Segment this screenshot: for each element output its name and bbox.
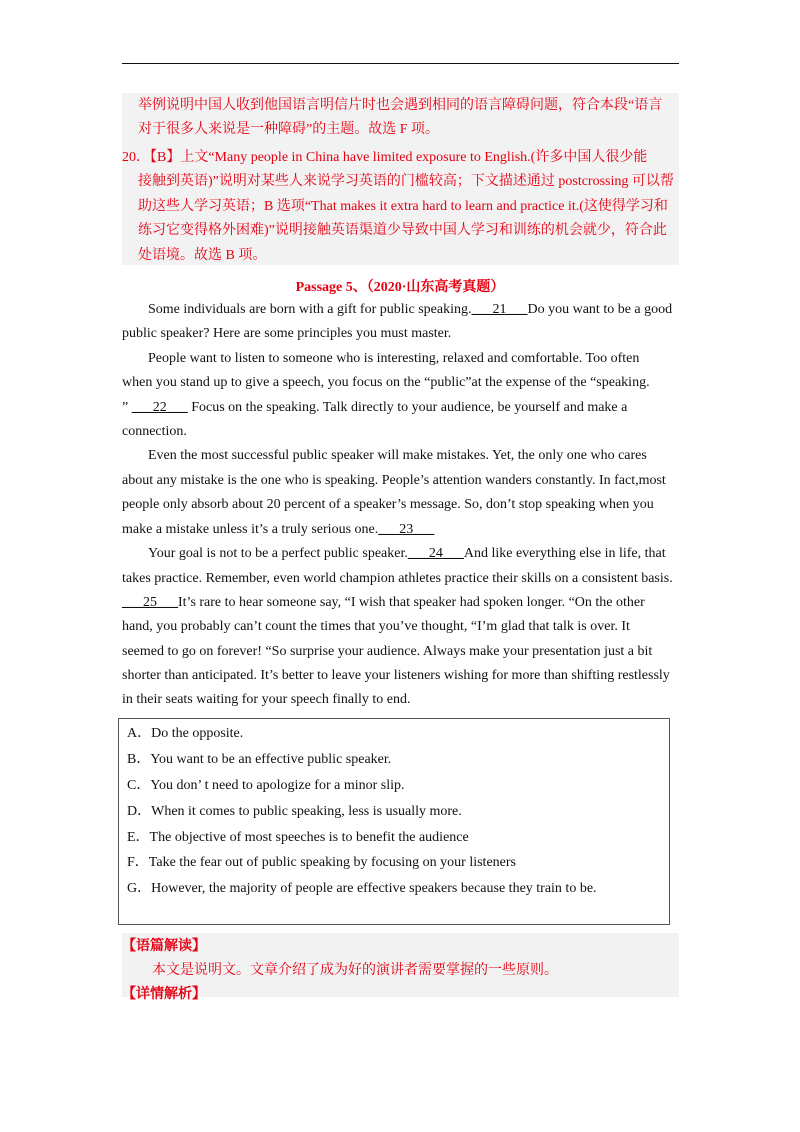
passage-line: hand, you probably can’t count the times that you’ve thought, “I’m glad that talk is over. It xyxy=(122,619,630,634)
passage-line: make a mistake unless it’s a truly serious one.___23___ xyxy=(122,522,435,537)
blank-24: ___24___ xyxy=(407,546,464,561)
passage-line: ” ___22___ Focus on the speaking. Talk directly to your audience, be yourself and make a xyxy=(122,400,628,415)
option-g: G．However, the majority of people are effective speakers because they train to be. xyxy=(127,881,597,896)
passage-line: when you stand up to give a speech, you focus on the “public”at the expense of the “speaking. xyxy=(122,375,650,390)
option-a: A．Do the opposite. xyxy=(127,726,244,741)
option-d: D．When it comes to public speaking, less is usually more. xyxy=(127,804,462,819)
passage-title: Passage 5、（2020·山东高考真题） xyxy=(295,280,505,295)
detail-heading: 【详情解析】 xyxy=(122,987,206,1002)
passage-line: Your goal is not to be a perfect public speaker.___24___And like everything else in life, that xyxy=(148,546,666,561)
option-b: B．You want to be an effective public speaker. xyxy=(127,752,392,767)
answer-20-line-2: 接触到英语)”说明对某些人来说学习英语的门槛较高；下文描述通过 postcrossing 可以帮 xyxy=(138,174,674,189)
passage-line: in their seats waiting for your speech finally to end. xyxy=(122,692,411,707)
top-rule xyxy=(122,63,679,64)
passage-line: seemed to go on forever! “So surprise your audience. Always make your presentation just a bit xyxy=(122,644,653,659)
answer-20-line-1: 20．【B】上文“Many people in China have limited exposure to English.(许多中国人很少能 xyxy=(122,150,648,165)
passage-line: public speaker? Here are some principles you must master. xyxy=(122,326,452,341)
option-e: E．The objective of most speeches is to benefit the audience xyxy=(127,830,469,845)
passage-line: ___25___It’s rare to hear someone say, “I wish that speaker had spoken longer. “On the other xyxy=(122,595,645,610)
answer-20-line-3: 助这些人学习英语；B 选项“That makes it extra hard to learn and practice it.(这使得学习和 xyxy=(138,199,668,214)
blank-23: ___23___ xyxy=(378,522,435,537)
answer-19-line-2: 对于很多人来说是一种障碍”的主题。故选 F 项。 xyxy=(138,122,439,137)
passage-line: shorter than anticipated. It’s better to leave your listeners wishing for more than shifting restlessly xyxy=(122,668,670,683)
passage-line: connection. xyxy=(122,424,187,439)
blank-22: ___22___ xyxy=(131,400,188,415)
option-f: F．Take the fear out of public speaking by focusing on your listeners xyxy=(127,855,516,870)
passage-line: about any mistake is the one who is speaking. People’s attention wanders constantly. In fact,most xyxy=(122,473,666,488)
answer-20-line-5: 处语境。故选 B 项。 xyxy=(138,248,267,263)
answer-19-line-1: 举例说明中国人收到他国语言明信片时也会遇到相同的语言障碍问题，符合本段“语言 xyxy=(138,98,663,113)
passage-line: People want to listen to someone who is interesting, relaxed and comfortable. Too often xyxy=(148,351,640,366)
answer-20-line-4: 练习它变得格外困难)”说明接触英语渠道少导致中国人学习和训练的机会就少，符合此 xyxy=(138,223,667,238)
interpretation-body: 本文是说明文。文章介绍了成为好的演讲者需要掌握的一些原则。 xyxy=(152,963,558,978)
passage-line: people only absorb about 20 percent of a speaker’s message. So, don’t stop speaking when you xyxy=(122,497,654,512)
passage-line: Some individuals are born with a gift for public speaking.___21___Do you want to be a good xyxy=(148,302,673,317)
blank-25: ___25___ xyxy=(122,595,178,610)
passage-line: Even the most successful public speaker will make mistakes. Yet, the only one who cares xyxy=(148,448,647,463)
interpretation-heading: 【语篇解读】 xyxy=(122,939,206,954)
option-c: C．You don’ t need to apologize for a minor slip. xyxy=(127,778,405,793)
blank-21: ___21___ xyxy=(471,302,528,317)
passage-line: takes practice. Remember, even world champion athletes practice their skills on a consistent basis. xyxy=(122,571,673,586)
